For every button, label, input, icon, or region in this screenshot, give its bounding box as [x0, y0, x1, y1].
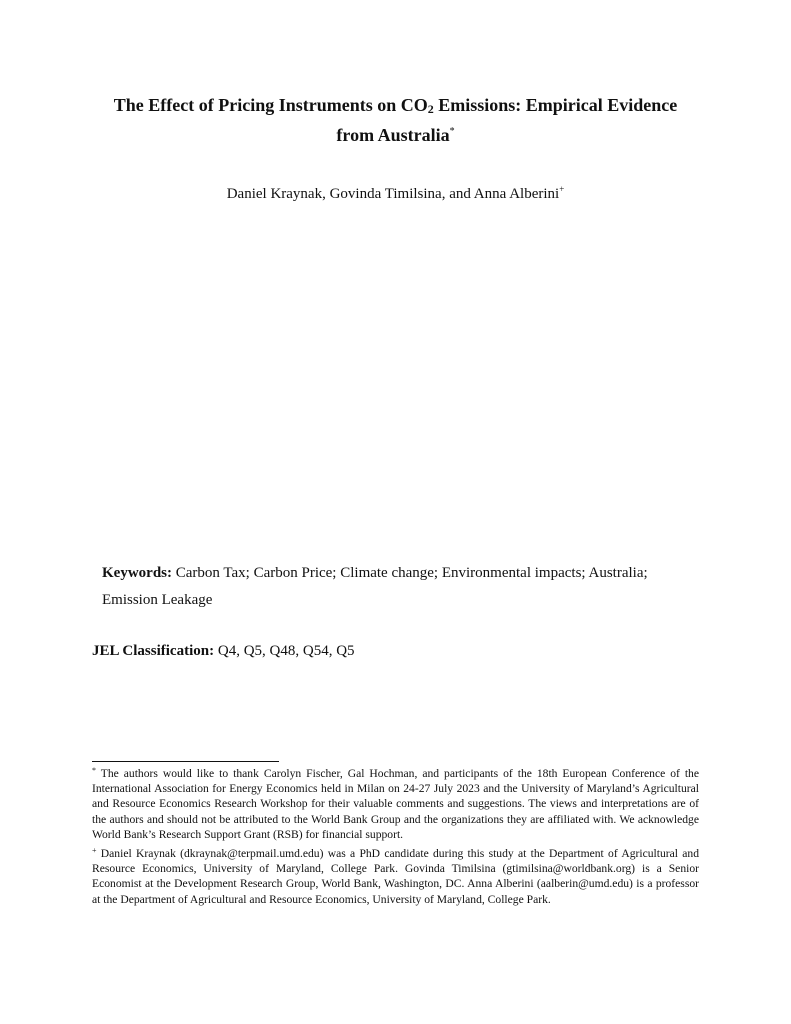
paper-title	[92, 90, 699, 150]
footnote-divider	[92, 761, 279, 762]
jel-codes: Q4, Q5, Q48, Q54, Q5	[214, 643, 355, 659]
author-names: Daniel Kraynak, Govinda Timilsina, and Anna Alberini	[226, 186, 560, 202]
author-line	[92, 184, 699, 204]
title-subscript: 2	[427, 102, 434, 116]
author-footnote-marker: +	[559, 184, 565, 194]
footnote-acknowledgements	[92, 766, 699, 842]
keywords-label: Keywords:	[102, 565, 172, 581]
title-text-part1: The Effect of Pricing Instruments on CO	[113, 95, 428, 115]
keywords-text: Carbon Tax; Carbon Price; Climate change; Environmental impacts; Australia; Emission Leakage	[102, 565, 648, 608]
jel-label: JEL Classification:	[92, 643, 215, 659]
jel-classification	[92, 641, 355, 661]
footnotes	[92, 766, 699, 911]
footnote-text: Daniel Kraynak (dkraynak@terpmail.umd.edu) was a PhD candidate during this study at the Department of Agricultural and Resource Economics, University of Maryland, College Park. Govinda Timilsina (gtimilsina@worldbank.org) is a Senior Economist at the Development Research Group, World Bank, Washington, DC. Anna Alberini (aalberin@umd.edu) is a professor at the Department of Agricultural and Resource Economics, University of Maryland, College Park.	[92, 847, 699, 906]
footnote-author-affiliations	[92, 846, 699, 907]
title-text-part3: from Australia	[336, 125, 450, 145]
footnote-text: The authors would like to thank Carolyn Fischer, Gal Hochman, and participants of the 18th European Conference of the International Association for Energy Economics held in Milan on 24-27 July 2023 and the University of Maryland’s Agricultural and Resource Economics Research Workshop for their valuable comments and suggestions. The views and interpretations are of the authors and should not be attributed to the World Bank Group and the organizations they are affiliated with. We acknowledge World Bank’s Research Support Grant (RSB) for financial support.	[92, 767, 699, 841]
footnote-marker: +	[92, 846, 97, 856]
footnote-marker: *	[92, 766, 96, 775]
title-text-part2: Emissions: Empirical Evidence	[433, 95, 678, 115]
title-footnote-marker: *	[449, 126, 455, 137]
keywords-section	[102, 560, 662, 614]
